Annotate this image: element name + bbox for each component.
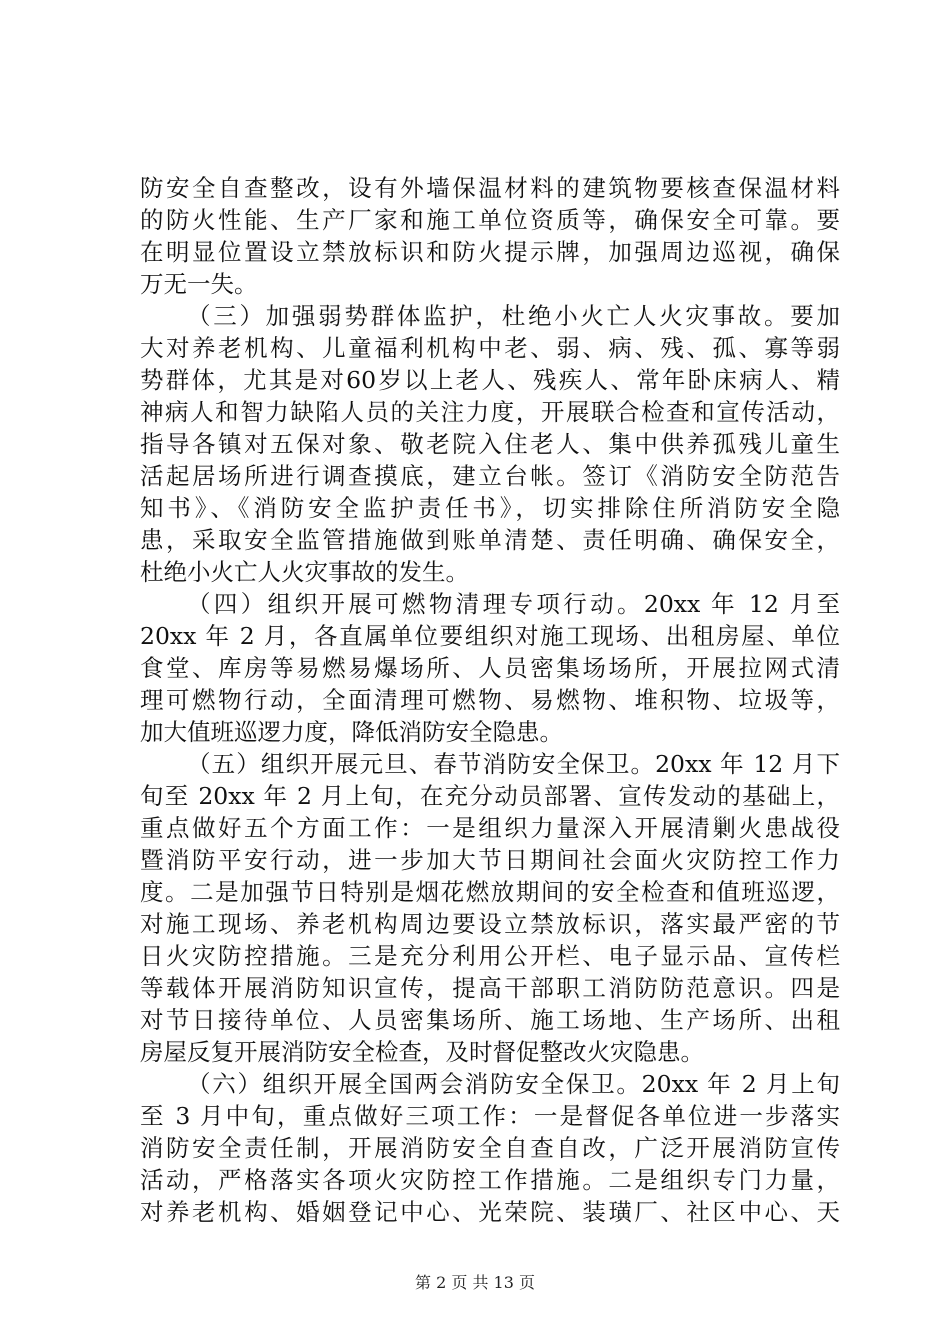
text-line: 大对养老机构、儿童福利机构中老、弱、病、残、孤、寡等弱: [140, 334, 840, 362]
text-line: 患，采取安全监管措施做到账单清楚、责任明确、确保安全，: [140, 526, 840, 554]
text-line: 防安全自查整改，设有外墙保温材料的建筑物要核查保温材料: [140, 174, 840, 202]
text-line: 的防火性能、生产厂家和施工单位资质等，确保安全可靠。要: [140, 206, 840, 234]
text-line: 杜绝小火亡人火灾事故的发生。: [140, 558, 469, 586]
text-line: 日火灾防控措施。三是充分利用公开栏、电子显示品、宣传栏: [140, 942, 840, 970]
text-line: 知书》、《消防安全监护责任书》，切实排除住所消防安全隐: [140, 494, 840, 522]
text-line: 活动，严格落实各项火灾防控工作措施。二是组织专门力量，: [140, 1166, 840, 1194]
text-line: 至 3 月中旬，重点做好三项工作：一是督促各单位进一步落实: [140, 1102, 840, 1130]
text-line: 食堂、库房等易燃易爆场所、人员密集场场所，开展拉网式清: [140, 654, 840, 682]
text-line: 万无一失。: [140, 270, 258, 298]
text-line: 度。二是加强节日特别是烟花燃放期间的安全检查和值班巡逻，: [140, 878, 840, 906]
text-line: 旬至 20xx 年 2 月上旬，在充分动员部署、宣传发动的基础上，: [140, 782, 840, 810]
text-line: 在明显位置设立禁放标识和防火提示牌，加强周边巡视，确保: [140, 238, 840, 266]
text-line: （三）加强弱势群体监护，杜绝小火亡人火灾事故。要加: [187, 302, 840, 330]
text-line: 暨消防平安行动，进一步加大节日期间社会面火灾防控工作力: [140, 846, 840, 874]
document-body: [140, 172, 840, 1228]
text-line: 对养老机构、婚姻登记中心、光荣院、装璜厂、社区中心、天: [140, 1198, 840, 1226]
text-line: 对节日接待单位、人员密集场所、施工场地、生产场所、出租: [140, 1006, 840, 1034]
text-line: （六）组织开展全国两会消防安全保卫。20xx 年 2 月上旬: [187, 1070, 840, 1098]
text-line: （五）组织开展元旦、春节消防安全保卫。20xx 年 12 月下: [187, 750, 840, 778]
text-line: 理可燃物行动，全面清理可燃物、易燃物、堆积物、垃圾等，: [140, 686, 840, 714]
text-line: 势群体，尤其是对60岁以上老人、残疾人、常年卧床病人、精: [140, 366, 840, 394]
page-footer: 第 2 页 共 13 页: [415, 1273, 535, 1292]
text-line: 神病人和智力缺陷人员的关注力度，开展联合检查和宣传活动，: [140, 398, 840, 426]
text-line: 20xx 年 2 月，各直属单位要组织对施工现场、出租房屋、单位: [140, 622, 840, 650]
text-line: 活起居场所进行调查摸底，建立台帐。签订《消防安全防范告: [140, 462, 840, 490]
text-line: 对施工现场、养老机构周边要设立禁放标识，落实最严密的节: [140, 910, 840, 938]
text-line: 消防安全责任制，开展消防安全自查自改，广泛开展消防宣传: [140, 1134, 840, 1162]
text-line: 重点做好五个方面工作：一是组织力量深入开展清剿火患战役: [140, 814, 840, 842]
text-line: 指导各镇对五保对象、敬老院入住老人、集中供养孤残儿童生: [140, 430, 840, 458]
text-line: 等载体开展消防知识宣传，提高干部职工消防防范意识。四是: [140, 974, 840, 1002]
text-line: （四）组织开展可燃物清理专项行动。20xx 年 12 月至: [187, 590, 840, 618]
text-line: 加大值班巡逻力度，降低消防安全隐患。: [140, 718, 563, 746]
text-line: 房屋反复开展消防安全检查，及时督促整改火灾隐患。: [140, 1038, 704, 1066]
